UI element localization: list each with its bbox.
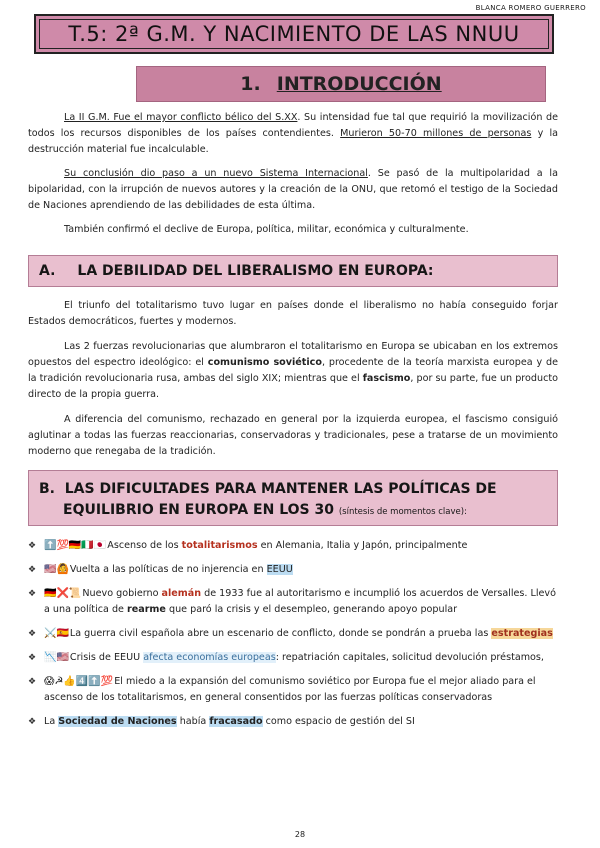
- text: : repatriación capitales, solicitud devolución préstamos,: [275, 652, 544, 663]
- underlined-text: Murieron 50-70 millones de personas: [340, 128, 532, 139]
- diamond-bullet-icon: ❖: [28, 629, 37, 639]
- text: Ascenso de los: [107, 540, 182, 551]
- text: . Se pasó de la multipolaridad a la bipolaridad, con la irrupción de nuevos autores y la creación de la ONU, que retomó el testigo de la Sociedad de Naciones aprendiendo de las debilidades de esta última.: [28, 168, 558, 211]
- list-item: [28, 626, 558, 642]
- text: , por su parte, fue un producto directo de la propia guerra.: [28, 373, 558, 400]
- text: que paró la crisis y el desempleo, generando apoyo popular: [165, 604, 458, 615]
- list-item: [28, 538, 558, 554]
- paragraph-a1: [28, 298, 558, 330]
- paragraph-3: [28, 222, 558, 238]
- diamond-bullet-icon: ❖: [28, 677, 37, 687]
- text: como espacio de gestión del SI: [262, 716, 415, 727]
- section-title: LA DEBILIDAD DEL LIBERALISMO EN EUROPA:: [77, 263, 434, 279]
- text: La guerra civil española abre un escenario de conflicto, donde se pondrán a prueba las: [69, 628, 492, 639]
- text: El miedo a la expansión del comunismo soviético por Europa fue el mejor aliado para el ascenso de los totalitarismos, en general consentidos por las fuerzas políticas conservadoras: [44, 676, 536, 703]
- diamond-bullet-icon: ❖: [28, 565, 37, 575]
- emoji-icons: ⚔️🇪🇸: [44, 628, 69, 639]
- paragraph-2: [28, 166, 558, 214]
- section-letter: A.: [39, 263, 56, 279]
- bold-text: rearme: [126, 604, 166, 615]
- text: había: [176, 716, 210, 727]
- text: Las 2 fuerzas revolucionarias que alumbraron el totalitarismo en Europa se ubicaban en los extremos opuestos del espectro ideológico: el: [28, 341, 558, 368]
- text: Nuevo gobierno: [82, 588, 162, 599]
- section-a-paragraphs: [28, 298, 558, 460]
- underlined-text: La II G.M. Fue el mayor conflicto bélico del S.XX: [64, 112, 298, 123]
- highlighted-text: afecta economías europeas: [143, 652, 276, 663]
- emoji-icons: 📉🇺🇸: [44, 652, 69, 663]
- author-name: BLANCA ROMERO GUERRERO: [475, 4, 586, 12]
- list-item: [28, 714, 558, 730]
- emoji-icons: 🇺🇸🙆: [44, 564, 69, 575]
- emoji-icons: ⬆️💯🇩🇪🇮🇹🇯🇵: [44, 540, 107, 551]
- emoji-icons: 😱☭👍4️⃣⬆️💯: [44, 676, 114, 687]
- diamond-bullet-icon: ❖: [28, 589, 37, 599]
- list-item: [28, 562, 558, 578]
- text: . Su intensidad fue tal que requirió la movilización de todos los recursos disponibles de los países contendientes.: [28, 112, 558, 139]
- text: Crisis de EEUU: [69, 652, 144, 663]
- section-heading-b: [28, 470, 558, 526]
- text: y la destrucción material fue incalculable.: [28, 128, 558, 155]
- highlighted-text: EEUU: [266, 564, 293, 575]
- highlighted-text: Sociedad de Naciones: [58, 716, 177, 727]
- emoji-icons: 🇩🇪❌📜: [44, 588, 82, 599]
- paragraph-a3: [28, 412, 558, 460]
- diamond-bullet-icon: ❖: [28, 717, 37, 727]
- section-number: 1.: [240, 73, 261, 95]
- list-item: [28, 674, 558, 706]
- list-item: [28, 586, 558, 618]
- section-title-line-2: [39, 500, 547, 523]
- section-heading-a: [28, 255, 558, 287]
- text: También confirmó el declive de Europa, política, militar, económica y culturalmente.: [64, 224, 469, 235]
- section-title: INTRODUCCIÓN: [276, 73, 442, 95]
- section-heading-introduccion: [136, 66, 546, 102]
- intro-paragraphs: [28, 110, 558, 238]
- text: El triunfo del totalitarismo tuvo lugar en países donde el liberalismo no había conseguido forjar Estados democráticos, fuertes y modernos.: [28, 300, 558, 327]
- section-note: (síntesis de momentos clave):: [338, 507, 467, 517]
- highlighted-text: totalitarismos: [181, 540, 258, 551]
- highlighted-text: fracasado: [209, 716, 263, 727]
- paragraph-a2: [28, 339, 558, 403]
- bold-text: fascismo: [362, 373, 411, 384]
- highlighted-text: estrategias: [491, 628, 553, 639]
- page-title-text: T.5: 2ª G.M. Y NACIMIENTO DE LAS NNUU: [68, 22, 520, 46]
- section-letter: B.: [39, 481, 55, 497]
- section-title-line-1: [39, 479, 547, 500]
- paragraph-1: [28, 110, 558, 158]
- text: en Alemania, Italia y Japón, principalmente: [257, 540, 468, 551]
- section-title: LAS DIFICULTADES PARA MANTENER LAS POLÍTICAS DE: [64, 481, 497, 497]
- section-title: EQUILIBRIO EN EUROPA EN LOS 30: [63, 502, 334, 518]
- highlighted-text: alemán: [161, 588, 202, 599]
- diamond-bullet-icon: ❖: [28, 653, 37, 663]
- text: La: [44, 716, 59, 727]
- text: Vuelta a las políticas de no injerencia en: [69, 564, 267, 575]
- diamond-bullet-icon: ❖: [28, 541, 37, 551]
- underlined-text: Su conclusión dio paso a un nuevo Sistema Internacional: [64, 168, 368, 179]
- list-item: [28, 650, 558, 666]
- page-title: [34, 14, 554, 54]
- text: de 1933 fue al autoritarismo e incumplió los acuerdos de Versalles. Llevó a una política de: [44, 588, 556, 615]
- bold-text: comunismo soviético: [207, 357, 322, 368]
- page-number: 28: [294, 830, 306, 839]
- bullet-list: [28, 538, 558, 738]
- text: , procedente de la teoría marxista europea y de la tradición revolucionaria rusa, ambas del siglo XIX; mientras que el: [28, 357, 558, 384]
- text: A diferencia del comunismo, rechazado en general por la izquierda europea, el fascismo consiguió aglutinar a todas las fuerzas reaccionarias, conservadoras y tradicionales, pese a tratarse de un movimiento moderno que renegaba de la tradición.: [28, 414, 558, 457]
